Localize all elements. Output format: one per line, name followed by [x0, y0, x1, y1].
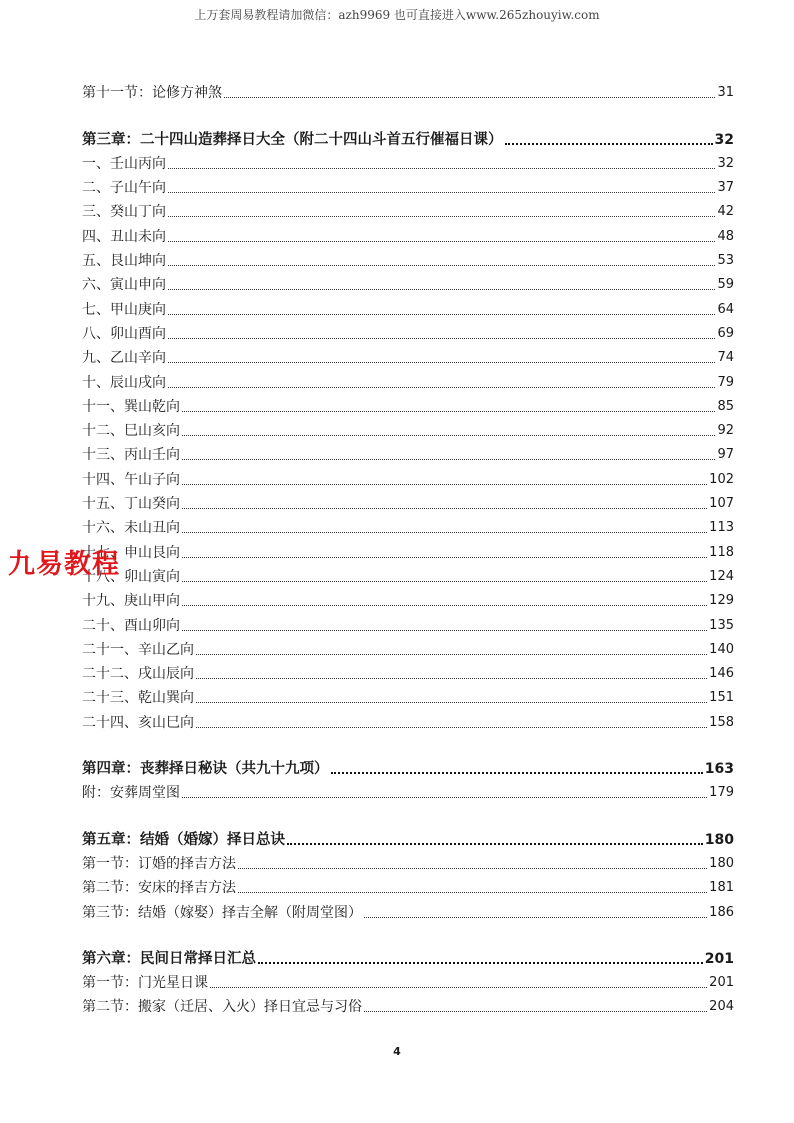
toc-page-number: 151: [709, 690, 734, 706]
toc-leader-dots: [364, 1010, 707, 1012]
toc-leader-dots: [168, 288, 715, 290]
toc-leader-dots: [287, 842, 703, 845]
toc-page-number: 79: [717, 374, 734, 390]
toc-leader-dots: [182, 796, 707, 798]
toc-entry-row: [82, 537, 734, 561]
toc-label: 二十四、亥山巳向: [82, 714, 194, 731]
toc-page-number: 59: [717, 277, 734, 293]
toc-leader-dots: [182, 604, 707, 606]
toc-label: 六、寅山申向: [82, 277, 166, 294]
toc-page-number: 69: [717, 325, 734, 341]
toc-page-number: 186: [709, 904, 734, 920]
toc-leader-dots: [168, 191, 715, 193]
toc-page-number: 74: [717, 350, 734, 366]
toc-entry-row: [82, 221, 734, 245]
toc-leader-dots: [505, 142, 713, 145]
section-gap: [82, 102, 734, 124]
toc-page-number: 107: [709, 496, 734, 512]
toc-label: 第十一节：论修方神煞: [82, 85, 222, 102]
toc-leader-dots: [182, 556, 707, 558]
toc-entry-row: [82, 464, 734, 488]
toc-page-number: 201: [709, 975, 734, 991]
toc-page-number: 140: [709, 641, 734, 657]
toc-leader-dots: [182, 507, 707, 509]
toc-entry-row: [82, 440, 734, 464]
toc-entry-row: [82, 416, 734, 440]
toc-leader-dots: [182, 434, 715, 436]
toc-entry-row: [82, 635, 734, 659]
toc-page-number: 37: [717, 180, 734, 196]
toc-page-number: 135: [709, 617, 734, 633]
toc-label: 十四、午山子向: [82, 471, 180, 488]
toc-label: 第二节：搬家（迁居、入火）择日宜忌与习俗: [82, 999, 362, 1016]
toc-entry-row: [82, 319, 734, 343]
toc-leader-dots: [238, 867, 707, 869]
toc-label: 第一节：订婚的择吉方法: [82, 855, 236, 872]
toc-page-number: 92: [717, 423, 734, 439]
toc-label: 七、甲山庚向: [82, 301, 166, 318]
toc-page-number: 31: [717, 85, 734, 101]
toc-page-number: 113: [709, 520, 734, 536]
toc-leader-dots: [168, 337, 715, 339]
toc-entry-row: [82, 246, 734, 270]
toc-page-number: 158: [709, 714, 734, 730]
toc-page-number: 32: [717, 155, 734, 171]
toc-entry-row: [82, 992, 734, 1016]
toc-leader-dots: [182, 629, 707, 631]
toc-page-number: 179: [709, 785, 734, 801]
toc-page-number: 163: [704, 761, 734, 778]
toc-entry-row: [82, 586, 734, 610]
toc-label: 二十、酉山卯向: [82, 617, 180, 634]
toc-entry-row: [82, 149, 734, 173]
toc-leader-dots: [168, 215, 715, 217]
toc-label: 十、辰山戌向: [82, 374, 166, 391]
page-header: 上万套周易教程请加微信：azh9969 也可直接进入www.265zhouyiw.com: [194, 8, 600, 22]
toc-leader-dots: [182, 531, 707, 533]
section-gap: [82, 802, 734, 824]
toc-chapter-row: [82, 944, 734, 968]
toc-leader-dots: [196, 701, 707, 703]
toc-entry-row: [82, 562, 734, 586]
toc-entry-row: [82, 270, 734, 294]
toc-label: 十七、申山艮向: [82, 544, 180, 561]
toc-leader-dots: [182, 483, 707, 485]
toc-leader-dots: [224, 96, 715, 98]
toc-entry-row: [82, 873, 734, 897]
toc-entry-row: [82, 610, 734, 634]
toc-label: 第二节：安床的择吉方法: [82, 880, 236, 897]
toc-leader-dots: [196, 726, 707, 728]
toc-leader-dots: [168, 167, 715, 169]
toc-chapter-row: [82, 124, 734, 148]
toc-entry-row: [82, 707, 734, 731]
toc-page-number: 204: [709, 999, 734, 1015]
section-gap: [82, 922, 734, 944]
toc-page-number: 201: [704, 950, 734, 967]
toc-leader-dots: [182, 580, 707, 582]
toc-label: 第六章：民间日常择日汇总: [82, 949, 256, 967]
toc-label: 二十三、乾山巽向: [82, 690, 194, 707]
toc-leader-dots: [182, 458, 715, 460]
toc-page-number: 64: [717, 301, 734, 317]
toc-page-number: 181: [709, 880, 734, 896]
toc-label: 十三、丙山壬向: [82, 447, 180, 464]
toc-leader-dots: [168, 386, 715, 388]
toc-leader-dots: [238, 891, 707, 893]
page-number: 4: [393, 1045, 401, 1058]
toc-label: 十五、丁山癸向: [82, 496, 180, 513]
toc-page-number: 97: [717, 447, 734, 463]
toc-entry-row: [82, 78, 734, 102]
toc-entry-row: [82, 513, 734, 537]
toc-page-number: 42: [717, 204, 734, 220]
toc-page-number: 48: [717, 228, 734, 244]
toc-label: 十二、巳山亥向: [82, 423, 180, 440]
toc-leader-dots: [210, 986, 707, 988]
toc-entry-row: [82, 343, 734, 367]
toc-entry-row: [82, 367, 734, 391]
toc-leader-dots: [258, 961, 703, 964]
toc-leader-dots: [168, 361, 715, 363]
toc-page-number: 118: [709, 544, 734, 560]
toc-page-number: 85: [717, 398, 734, 414]
section-gap: [82, 732, 734, 754]
toc-label: 第一节：门光星日课: [82, 975, 208, 992]
toc-entry-row: [82, 294, 734, 318]
toc-entry-row: [82, 197, 734, 221]
toc-entry-row: [82, 489, 734, 513]
toc-page-number: 180: [704, 831, 734, 848]
toc-entry-row: [82, 897, 734, 921]
toc-page-number: 102: [709, 471, 734, 487]
toc-label: 五、艮山坤向: [82, 253, 166, 270]
toc-label: 一、壬山丙向: [82, 155, 166, 172]
toc-page-number: 146: [709, 666, 734, 682]
toc-page-number: 32: [714, 131, 734, 148]
toc-label: 九、乙山辛向: [82, 350, 166, 367]
toc-leader-dots: [196, 653, 707, 655]
table-of-contents: [82, 78, 734, 1016]
toc-chapter-row: [82, 754, 734, 778]
toc-leader-dots: [331, 771, 703, 774]
toc-entry-row: [82, 849, 734, 873]
toc-entry-row: [82, 968, 734, 992]
toc-leader-dots: [364, 916, 707, 918]
toc-label: 八、卯山酉向: [82, 325, 166, 342]
toc-chapter-row: [82, 824, 734, 848]
toc-label: 第三节：结婚（嫁娶）择吉全解（附周堂图）: [82, 904, 362, 921]
toc-label: 第五章：结婚（婚嫁）择日总诀: [82, 830, 285, 848]
toc-page-number: 124: [709, 568, 734, 584]
toc-page-number: 53: [717, 253, 734, 269]
toc-page-number: 180: [709, 855, 734, 871]
toc-label: 第四章：丧葬择日秘诀（共九十九项）: [82, 760, 329, 778]
toc-label: 十九、庚山甲向: [82, 593, 180, 610]
toc-label: 十八、卯山寅向: [82, 568, 180, 585]
toc-entry-row: [82, 392, 734, 416]
toc-label: 附：安葬周堂图: [82, 785, 180, 802]
toc-label: 十一、巽山乾向: [82, 398, 180, 415]
toc-label: 四、丑山未向: [82, 228, 166, 245]
toc-label: 十六、未山丑向: [82, 520, 180, 537]
toc-entry-row: [82, 778, 734, 802]
toc-leader-dots: [182, 410, 715, 412]
toc-leader-dots: [168, 313, 715, 315]
toc-label: 二、子山午向: [82, 180, 166, 197]
toc-leader-dots: [168, 240, 715, 242]
toc-entry-row: [82, 659, 734, 683]
toc-label: 二十一、辛山乙向: [82, 641, 194, 658]
toc-entry-row: [82, 683, 734, 707]
toc-entry-row: [82, 173, 734, 197]
toc-leader-dots: [196, 677, 707, 679]
toc-leader-dots: [168, 264, 715, 266]
toc-label: 第三章：二十四山造葬择日大全（附二十四山斗首五行催福日课）: [82, 130, 503, 148]
toc-page-number: 129: [709, 593, 734, 609]
watermark: 九易教程: [8, 549, 120, 580]
toc-label: 二十二、戌山辰向: [82, 666, 194, 683]
toc-label: 三、癸山丁向: [82, 204, 166, 221]
